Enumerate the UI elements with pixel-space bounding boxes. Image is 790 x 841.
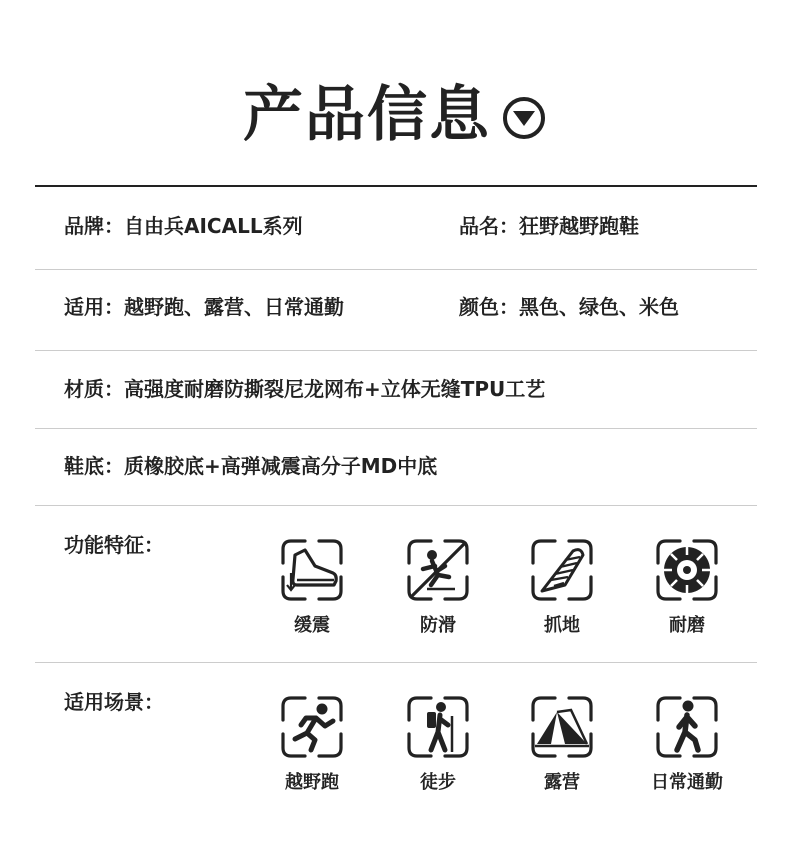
- usage-text: 适用：越野跑、露营、日常通勤: [64, 295, 344, 319]
- material-text: 材质：高强度耐磨防撕裂尼龙网布+立体无缝TPU工艺: [64, 377, 546, 401]
- feature-item: [388, 533, 488, 637]
- feature-label: 防滑: [420, 615, 456, 636]
- title-bar: [0, 80, 790, 150]
- hiker-icon: [401, 690, 475, 764]
- scenario-label: 日常通勤: [651, 772, 723, 793]
- scenario-item: [388, 690, 488, 794]
- feature-label: 耐磨: [669, 615, 705, 636]
- feature-item: [262, 533, 362, 637]
- scenario-label: 越野跑: [285, 772, 339, 793]
- walking-person-icon: [650, 690, 724, 764]
- no-slip-icon: [401, 533, 475, 607]
- product-name-text: 品名：狂野越野跑鞋: [459, 214, 639, 238]
- row-divider: [35, 662, 757, 663]
- header-divider: [35, 185, 757, 187]
- brand-text: 品牌：自由兵AICALL系列: [64, 214, 303, 238]
- sole-text: 鞋底：质橡胶底+高弹减震高分子MD中底: [64, 454, 438, 478]
- row-divider: [35, 505, 757, 506]
- feature-label: 抓地: [544, 615, 580, 636]
- row-divider: [35, 269, 757, 270]
- color-text: 颜色：黑色、绿色、米色: [459, 295, 679, 319]
- row-divider: [35, 428, 757, 429]
- chevron-down-circle-icon: [501, 95, 547, 141]
- scenario-item: [262, 690, 362, 794]
- scenario-item: [637, 690, 737, 794]
- tire-wear-icon: [650, 533, 724, 607]
- scenario-item: [512, 690, 612, 794]
- running-person-icon: [275, 690, 349, 764]
- page-title: 产品信息: [243, 80, 491, 150]
- scenario-label: 徒步: [420, 772, 456, 793]
- shoe-cushion-icon: [275, 533, 349, 607]
- scenario-label: 露营: [544, 772, 580, 793]
- features-label: 功能特征：: [64, 533, 164, 557]
- row-divider: [35, 350, 757, 351]
- tent-icon: [525, 690, 599, 764]
- scenarios-label: 适用场景：: [64, 690, 164, 714]
- feature-item: [637, 533, 737, 637]
- grip-sole-icon: [525, 533, 599, 607]
- feature-item: [512, 533, 612, 637]
- feature-label: 缓震: [294, 615, 330, 636]
